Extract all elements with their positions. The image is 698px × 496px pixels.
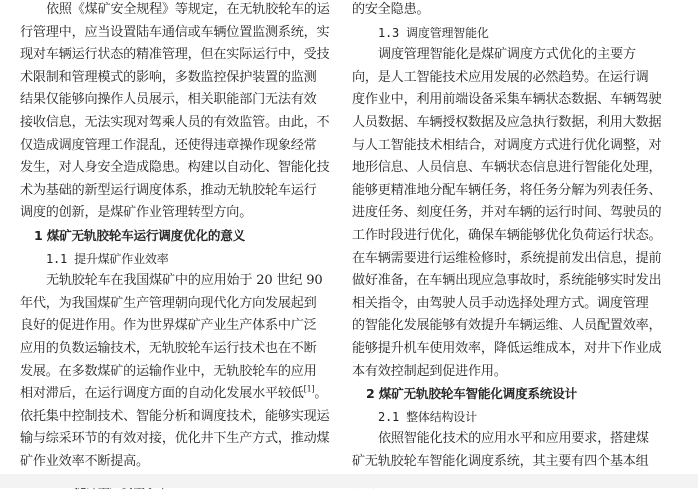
- text-line: 本有效控制起到促进作用。: [352, 363, 507, 379]
- subsection-heading-1-3: 1.3 调度管理智能化: [378, 25, 489, 40]
- text-line: 的智能化发展能够有效提升车辆运维、人员配置效率，: [352, 318, 662, 334]
- text-line: 向，是人工智能技术应用发展的必然趋势。在运行调: [352, 69, 649, 85]
- text-line: 工作时段进行优化，确保车辆能够优化负荷运行状态。: [352, 227, 662, 243]
- paragraph-1-1: [20, 270, 350, 473]
- text-line: 依照智能化技术的应用水平和应用要求，搭建煤: [378, 431, 649, 447]
- text-line: 术为基础的新型运行调度体系，推动无轨胶轮车运行: [20, 182, 317, 198]
- text-line: 结果仅能够向操作人员展示，相关职能部门无法有效: [20, 92, 317, 108]
- text-line: 矿作业效率不断提高。: [20, 453, 149, 469]
- text-line: 仅造成调度管理工作混乱，还使得违章操作现象经常: [20, 137, 317, 153]
- page-bottom-band: [0, 474, 698, 488]
- section-heading-1: 1 煤矿无轨胶轮车运行调度优化的意义: [34, 227, 246, 243]
- text-line: 术限制和管理模式的影响，多数监控保护装置的监测: [20, 69, 317, 85]
- text-line: 依托集中控制技术、智能分析和调度技术，能够实现运: [20, 408, 330, 424]
- subsection-heading-1-1: 1.1 提升煤矿作业效率: [46, 251, 169, 266]
- paragraph-1-3: [352, 44, 682, 383]
- text-span: 相对滞后，在运行调度方面的自动化发展水平较低: [20, 386, 304, 402]
- left-column: [20, 0, 350, 496]
- text-line: 无轨胶轮车在我国煤矿中的应用始于 20 世纪 90: [46, 273, 323, 289]
- text-line: 调度管理智能化是煤矿调度方式优化的主要方: [378, 47, 636, 63]
- text-line: 良好的促进作用。作为世界煤矿产业生产体系中广泛: [20, 318, 317, 334]
- text-line: 发生，对人身安全造成隐患。构建以自动化、智能化技: [20, 160, 330, 176]
- text-line: 行管理中，应当设置陆车通信或车辆位置监测系统，实: [20, 24, 330, 40]
- text-line: 应用的负数运输技术，无轨胶轮车运行技术也在不断: [20, 340, 317, 356]
- text-line: 矿无轨胶轮车智能化调度系统，其主要有四个基本组: [352, 453, 649, 469]
- text-line: [20, 383, 350, 406]
- subsection-heading-2-1: 2.1 整体结构设计: [378, 409, 477, 424]
- right-column: [352, 0, 682, 496]
- text-line: 与人工智能技术相结合，对调度方式进行优化调整，对: [352, 137, 662, 153]
- intro-paragraph: [20, 0, 350, 225]
- text-line: 做好准备，在车辆出现应急事故时，系统能够实时发出: [352, 273, 662, 289]
- text-line: 在车辆需要进行运维检修时，系统提前发出信息，提前: [352, 250, 662, 266]
- text-line: 能够提升机车使用效率，降低运维成本，对井下作业成: [352, 340, 662, 356]
- text-line: 输与综采环节的有效对接，优化井下生产方式，推动煤: [20, 431, 330, 447]
- text-line: 年代，为我国煤矿生产管理朝向现代化方向发展起到: [20, 295, 317, 311]
- text-line: 现对车辆运行状态的精准管理，但在实际运行中，受技: [20, 47, 330, 63]
- text-line: 相关指令，由驾驶人员手动选择处理方式。调度管理: [352, 295, 649, 311]
- text-line: 度作业中，利用前端设备采集车辆状态数据、车辆驾驶: [352, 92, 662, 108]
- text-line: 进度任务、刻度任务，并对车辆的运行时间、驾驶员的: [352, 205, 662, 221]
- text-line: 的安全隐患。: [352, 2, 430, 17]
- text-line: 依照《煤矿安全规程》等规定，在无轨胶轮车的运: [46, 2, 330, 17]
- text-line: 发展。在多数煤矿的运输作业中，无轨胶轮车的应用: [20, 363, 317, 379]
- text-line: 能够更精准地分配车辆任务，将任务分解为列表任务、: [352, 182, 662, 198]
- text-line: 人员数据、车辆授权数据及应急执行数据，利用大数据: [352, 114, 662, 130]
- text-line: 接收信息，无法实现对驾乘人员的有效监管。由此，不: [20, 114, 330, 130]
- text-line: 地形信息、人员信息、车辆状态信息进行智能化处理，: [352, 160, 662, 176]
- text-span: 。: [314, 386, 328, 402]
- section-heading-2: 2 煤矿无轨胶轮车智能化调度系统设计: [366, 386, 578, 402]
- citation-ref: [1]: [303, 384, 315, 394]
- text-line: 调度的创新，是煤矿作业管理转型方向。: [20, 205, 253, 221]
